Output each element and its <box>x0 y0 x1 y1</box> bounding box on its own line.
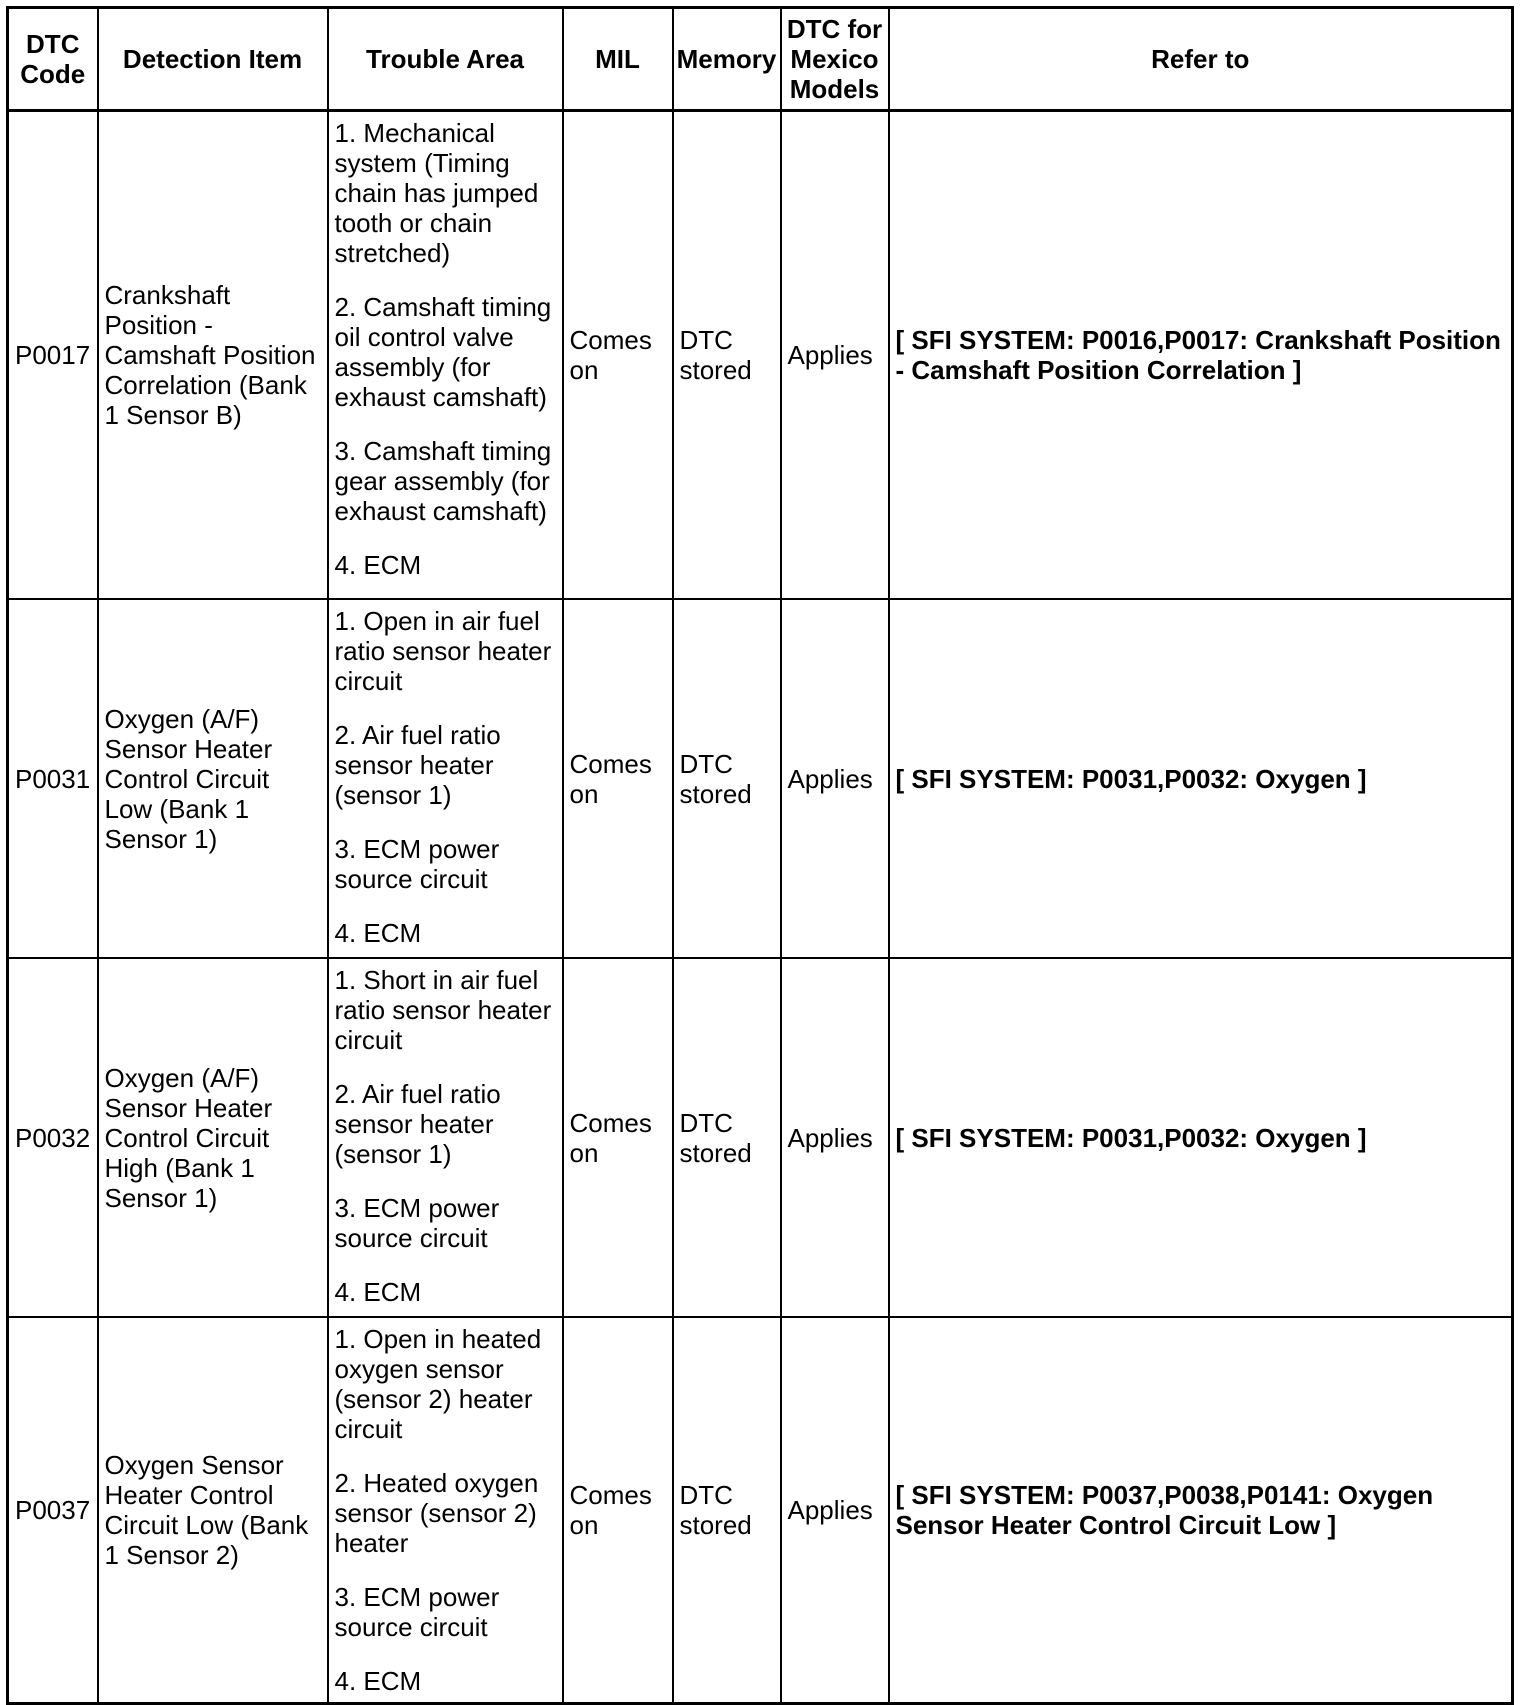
dtc-code: P0017 <box>8 111 98 600</box>
refer-link[interactable]: [ SFI SYSTEM: P0031,P0032: Oxygen ] <box>889 958 1513 1317</box>
trouble-area-item: 2. Air fuel ratio sensor heater (sensor 1) <box>334 1079 501 1169</box>
mexico-applies: Applies <box>781 1317 889 1704</box>
header-row <box>8 8 1513 111</box>
trouble-area <box>328 1317 563 1704</box>
mexico-applies: Applies <box>781 958 889 1317</box>
header-mexico-models: DTC for Mexico Models <box>781 8 889 111</box>
trouble-area-item: 3. ECM power source circuit <box>334 1582 500 1642</box>
header-mil: MIL <box>563 8 673 111</box>
trouble-area-item: 2. Heated oxygen sensor (sensor 2) heater <box>334 1468 539 1558</box>
trouble-area-item: 1. Short in air fuel ratio sensor heater circuit <box>334 965 552 1055</box>
header-trouble-area: Trouble Area <box>328 8 563 111</box>
trouble-area-item: 1. Mechanical system (Timing chain has jumped tooth or chain stretched) <box>334 118 539 268</box>
trouble-area-item: 3. ECM power source circuit <box>334 1193 500 1253</box>
detection-item: Oxygen Sensor Heater Control Circuit Low (Bank 1 Sensor 2) <box>98 1317 328 1704</box>
header-detection-item: Detection Item <box>98 8 328 111</box>
dtc-code: P0031 <box>8 599 98 958</box>
trouble-area-item: 4. ECM <box>334 1277 422 1307</box>
detection-item: Crankshaft Position - Camshaft Position Correlation (Bank 1 Sensor B) <box>98 111 328 600</box>
trouble-area-item: 2. Air fuel ratio sensor heater (sensor 1) <box>334 720 501 810</box>
header-memory: Memory <box>673 8 781 111</box>
mexico-applies: Applies <box>781 599 889 958</box>
trouble-area-item: 1. Open in air fuel ratio sensor heater circuit <box>334 606 552 696</box>
refer-link[interactable]: [ SFI SYSTEM: P0031,P0032: Oxygen ] <box>889 599 1513 958</box>
trouble-area <box>328 111 563 600</box>
refer-link[interactable]: [ SFI SYSTEM: P0037,P0038,P0141: Oxygen Sensor Heater Control Circuit Low ] <box>889 1317 1513 1704</box>
dtc-code: P0037 <box>8 1317 98 1704</box>
detection-item: Oxygen (A/F) Sensor Heater Control Circuit High (Bank 1 Sensor 1) <box>98 958 328 1317</box>
trouble-area <box>328 958 563 1317</box>
dtc-table <box>6 6 1514 1705</box>
mil-status: Comes on <box>563 958 673 1317</box>
table-row <box>8 111 1513 600</box>
header-dtc-code: DTC Code <box>8 8 98 111</box>
trouble-area-item: 4. ECM <box>334 918 422 948</box>
memory-status: DTC stored <box>673 1317 781 1704</box>
table-row <box>8 599 1513 958</box>
trouble-area-item: 4. ECM <box>334 1666 422 1696</box>
dtc-code: P0032 <box>8 958 98 1317</box>
header-refer-to: Refer to <box>889 8 1513 111</box>
trouble-area-item: 3. ECM power source circuit <box>334 834 500 894</box>
memory-status: DTC stored <box>673 599 781 958</box>
mil-status: Comes on <box>563 111 673 600</box>
trouble-area <box>328 599 563 958</box>
mil-status: Comes on <box>563 1317 673 1704</box>
detection-item: Oxygen (A/F) Sensor Heater Control Circuit Low (Bank 1 Sensor 1) <box>98 599 328 958</box>
trouble-area-item: 1. Open in heated oxygen sensor (sensor 2) heater circuit <box>334 1324 542 1444</box>
table-row <box>8 958 1513 1317</box>
trouble-area-item: 2. Camshaft timing oil control valve assembly (for exhaust camshaft) <box>334 292 552 412</box>
mil-status: Comes on <box>563 599 673 958</box>
trouble-area-item: 3. Camshaft timing gear assembly (for exhaust camshaft) <box>334 436 552 526</box>
trouble-area-item: 4. ECM <box>334 550 422 580</box>
refer-link[interactable]: [ SFI SYSTEM: P0016,P0017: Crankshaft Position - Camshaft Position Correlation ] <box>889 111 1513 600</box>
memory-status: DTC stored <box>673 958 781 1317</box>
mexico-applies: Applies <box>781 111 889 600</box>
memory-status: DTC stored <box>673 111 781 600</box>
table-row <box>8 1317 1513 1704</box>
